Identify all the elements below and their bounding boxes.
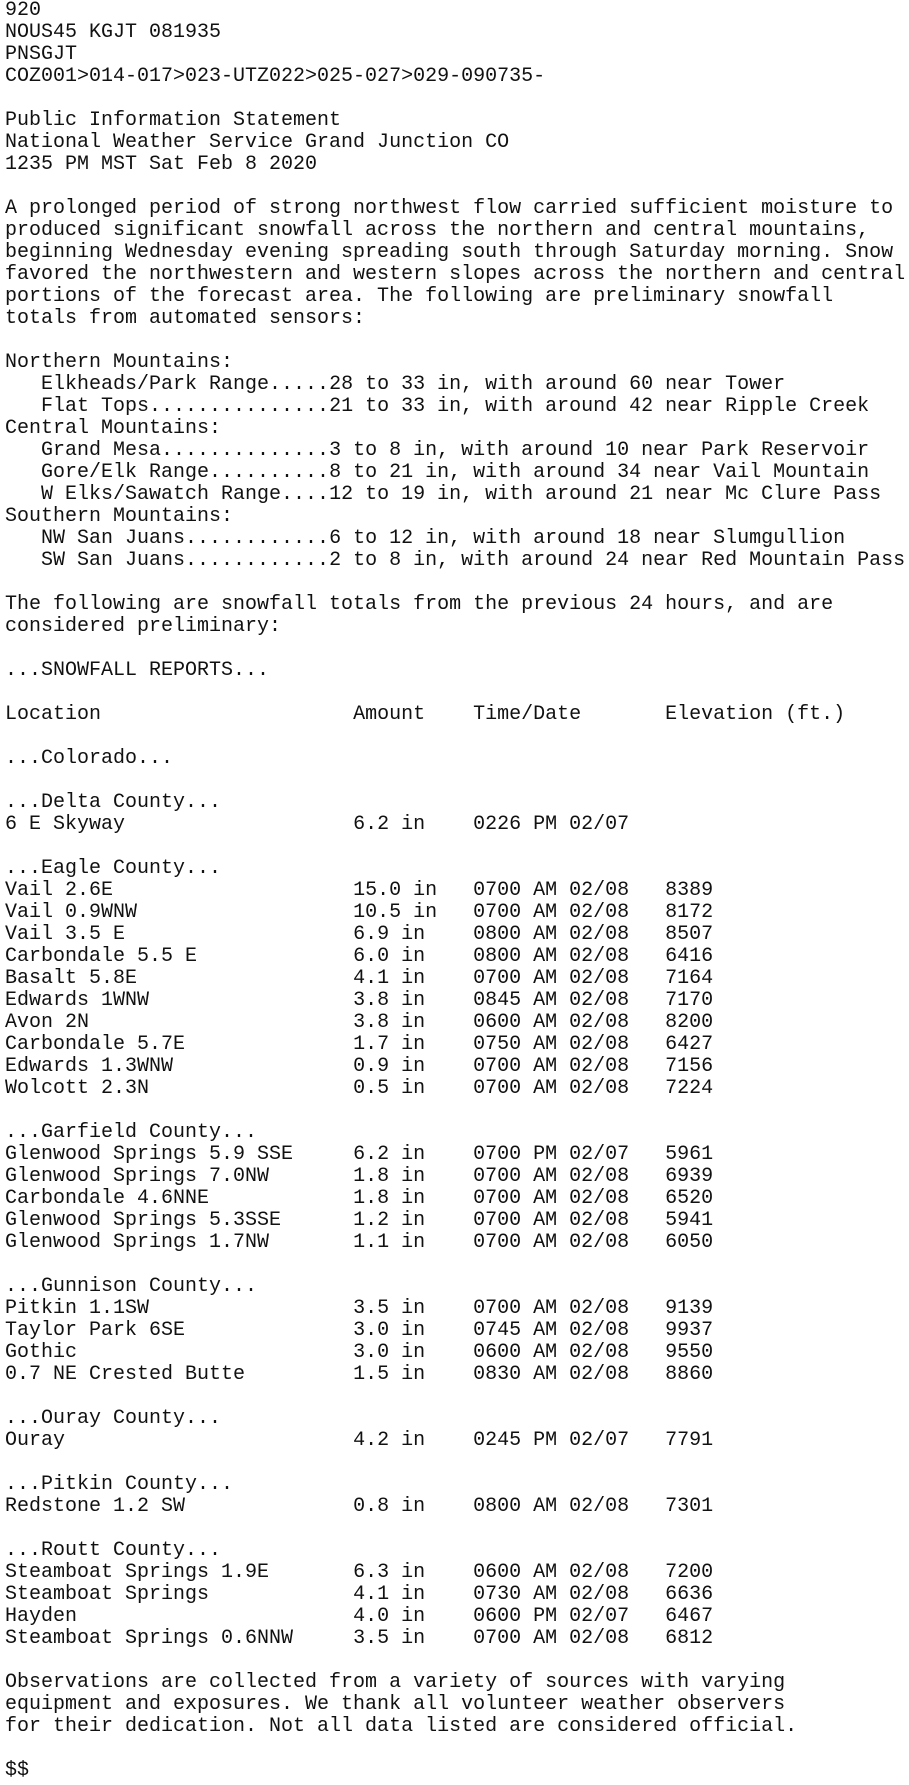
county-heading: ...Gunnison County... <box>5 1275 258 1298</box>
ugc-line: COZ001>014-017>023-UTZ022>025-027>029-090735- <box>5 65 546 88</box>
time-cell: 0600 AM 02/08 <box>473 1341 666 1364</box>
footer-line: for their dedication. Not all data listed are considered official. <box>5 1715 798 1738</box>
table-row <box>5 1144 909 1166</box>
amount-cell: 6.3 in <box>353 1561 474 1584</box>
blank-line <box>5 572 909 594</box>
issuing-office: National Weather Service Grand Junction CO <box>5 131 510 154</box>
county-heading: ...Ouray County... <box>5 1407 222 1430</box>
elevation-cell: 8860 <box>665 1363 714 1386</box>
elevation-cell: 6416 <box>665 945 714 968</box>
range-text: W Elks/Sawatch Range....12 to 19 in, with around 21 near Mc Clure Pass <box>41 483 882 506</box>
amount-cell: 1.7 in <box>353 1033 474 1056</box>
amount-cell: 10.5 in <box>353 901 474 924</box>
elevation-cell: 7791 <box>665 1429 714 1452</box>
range-line <box>5 396 909 418</box>
time-cell: 0750 AM 02/08 <box>473 1033 666 1056</box>
time-cell: 0800 AM 02/08 <box>473 923 666 946</box>
county-heading: ...Pitkin County... <box>5 1473 234 1496</box>
intro-line: A prolonged period of strong northwest flow carried sufficient moisture to <box>5 197 894 220</box>
table-row <box>5 902 909 924</box>
location-cell: Carbondale 4.6NNE <box>5 1187 354 1210</box>
elevation-cell: 7170 <box>665 989 714 1012</box>
elevation-cell: 7200 <box>665 1561 714 1584</box>
table-row <box>5 1584 909 1606</box>
amount-cell: 3.5 in <box>353 1627 474 1650</box>
time-cell: 0730 AM 02/08 <box>473 1583 666 1606</box>
elevation-cell: 9550 <box>665 1341 714 1364</box>
range-line <box>5 550 909 572</box>
amount-column-header: Amount <box>353 703 474 726</box>
state-heading: ...Colorado... <box>5 747 174 770</box>
time-cell: 0830 AM 02/08 <box>473 1363 666 1386</box>
table-row <box>5 1034 909 1056</box>
region-heading: Northern Mountains: <box>5 351 234 374</box>
location-cell: Vail 2.6E <box>5 879 354 902</box>
amount-cell: 6.2 in <box>353 813 474 836</box>
county-heading: ...Garfield County... <box>5 1121 258 1144</box>
time-cell: 0700 AM 02/08 <box>473 1165 666 1188</box>
elevation-cell: 6520 <box>665 1187 714 1210</box>
amount-cell: 3.0 in <box>353 1319 474 1342</box>
table-row <box>5 924 909 946</box>
amount-cell: 4.2 in <box>353 1429 474 1452</box>
location-cell: 6 E Skyway <box>5 813 354 836</box>
time-cell: 0800 AM 02/08 <box>473 1495 666 1518</box>
footer-line: Observations are collected from a variety of sources with varying <box>5 1671 786 1694</box>
county-heading: ...Delta County... <box>5 791 222 814</box>
location-cell: Edwards 1.3WNW <box>5 1055 354 1078</box>
time-cell: 0700 AM 02/08 <box>473 1627 666 1650</box>
time-cell: 0245 PM 02/07 <box>473 1429 666 1452</box>
location-cell: Basalt 5.8E <box>5 967 354 990</box>
range-text: SW San Juans............2 to 8 in, with around 24 near Red Mountain Pass <box>41 549 906 572</box>
blank-line <box>5 330 909 352</box>
table-row <box>5 1320 909 1342</box>
blank-line <box>5 836 909 858</box>
intro-line: produced significant snowfall across the northern and central mountains, <box>5 219 870 242</box>
location-cell: Vail 3.5 E <box>5 923 354 946</box>
location-cell: Glenwood Springs 1.7NW <box>5 1231 354 1254</box>
table-row <box>5 880 909 902</box>
location-cell: Glenwood Springs 5.3SSE <box>5 1209 354 1232</box>
amount-cell: 3.8 in <box>353 989 474 1012</box>
blank-line <box>5 176 909 198</box>
table-row <box>5 814 909 836</box>
location-cell: Steamboat Springs <box>5 1583 354 1606</box>
amount-cell: 0.9 in <box>353 1055 474 1078</box>
elevation-cell: 8389 <box>665 879 714 902</box>
region-heading: Southern Mountains: <box>5 505 234 528</box>
preliminary-line: considered preliminary: <box>5 615 282 638</box>
location-cell: Gothic <box>5 1341 354 1364</box>
intro-line: beginning Wednesday evening spreading south through Saturday morning. Snow <box>5 241 894 264</box>
range-text: Grand Mesa..............3 to 8 in, with around 10 near Park Reservoir <box>41 439 870 462</box>
location-cell: Taylor Park 6SE <box>5 1319 354 1342</box>
preliminary-line: The following are snowfall totals from the previous 24 hours, and are <box>5 593 834 616</box>
amount-cell: 1.8 in <box>353 1187 474 1210</box>
range-text: NW San Juans............6 to 12 in, with around 18 near Slumgullion <box>41 527 846 550</box>
location-cell: Glenwood Springs 7.0NW <box>5 1165 354 1188</box>
range-line <box>5 484 909 506</box>
time-cell: 0700 PM 02/07 <box>473 1143 666 1166</box>
time-column-header: Time/Date <box>473 703 666 726</box>
table-row <box>5 1606 909 1628</box>
elevation-cell: 9139 <box>665 1297 714 1320</box>
elevation-cell: 5961 <box>665 1143 714 1166</box>
range-line <box>5 528 909 550</box>
amount-cell: 0.5 in <box>353 1077 474 1100</box>
elevation-cell: 8200 <box>665 1011 714 1034</box>
amount-cell: 0.8 in <box>353 1495 474 1518</box>
table-row <box>5 1232 909 1254</box>
time-cell: 0700 AM 02/08 <box>473 901 666 924</box>
end-marker: $$ <box>5 1759 30 1782</box>
time-cell: 0600 PM 02/07 <box>473 1605 666 1628</box>
elevation-cell: 8507 <box>665 923 714 946</box>
time-cell: 0700 AM 02/08 <box>473 1055 666 1078</box>
elevation-cell: 9937 <box>665 1319 714 1342</box>
amount-cell: 3.0 in <box>353 1341 474 1364</box>
table-row <box>5 1166 909 1188</box>
blank-line <box>5 1452 909 1474</box>
intro-line: totals from automated sensors: <box>5 307 366 330</box>
location-cell: 0.7 NE Crested Butte <box>5 1363 354 1386</box>
elevation-cell: 7224 <box>665 1077 714 1100</box>
amount-cell: 3.8 in <box>353 1011 474 1034</box>
location-cell: Wolcott 2.3N <box>5 1077 354 1100</box>
county-heading: ...Routt County... <box>5 1539 222 1562</box>
elevation-cell: 6636 <box>665 1583 714 1606</box>
time-cell: 0600 AM 02/08 <box>473 1561 666 1584</box>
range-line <box>5 374 909 396</box>
table-row <box>5 1210 909 1232</box>
product-number: 920 <box>5 0 42 22</box>
amount-cell: 3.5 in <box>353 1297 474 1320</box>
blank-line <box>5 638 909 660</box>
amount-cell: 4.1 in <box>353 1583 474 1606</box>
elevation-cell: 5941 <box>665 1209 714 1232</box>
amount-cell: 1.5 in <box>353 1363 474 1386</box>
range-text: Elkheads/Park Range.....28 to 33 in, with around 60 near Tower <box>41 373 786 396</box>
location-cell: Glenwood Springs 5.9 SSE <box>5 1143 354 1166</box>
elevation-cell: 6812 <box>665 1627 714 1650</box>
location-column-header: Location <box>5 703 354 726</box>
elevation-cell: 7156 <box>665 1055 714 1078</box>
range-text: Gore/Elk Range..........8 to 21 in, with around 34 near Vail Mountain <box>41 461 870 484</box>
amount-cell: 15.0 in <box>353 879 474 902</box>
table-row <box>5 1364 909 1386</box>
amount-cell: 4.0 in <box>353 1605 474 1628</box>
blank-line <box>5 1650 909 1672</box>
blank-line <box>5 1518 909 1540</box>
elevation-cell: 6427 <box>665 1033 714 1056</box>
table-row <box>5 968 909 990</box>
range-line <box>5 440 909 462</box>
time-cell: 0700 AM 02/08 <box>473 1209 666 1232</box>
amount-cell: 6.9 in <box>353 923 474 946</box>
location-cell: Vail 0.9WNW <box>5 901 354 924</box>
blank-line <box>5 88 909 110</box>
time-cell: 0700 AM 02/08 <box>473 879 666 902</box>
region-heading: Central Mountains: <box>5 417 222 440</box>
table-row <box>5 1056 909 1078</box>
table-row <box>5 1012 909 1034</box>
table-header-row <box>5 704 909 726</box>
table-row <box>5 1628 909 1650</box>
time-cell: 0700 AM 02/08 <box>473 967 666 990</box>
elevation-cell: 8172 <box>665 901 714 924</box>
blank-line <box>5 1100 909 1122</box>
statement-title: Public Information Statement <box>5 109 342 132</box>
table-row <box>5 1298 909 1320</box>
table-row <box>5 990 909 1012</box>
elevation-cell: 6939 <box>665 1165 714 1188</box>
table-row <box>5 1430 909 1452</box>
time-cell: 0700 AM 02/08 <box>473 1231 666 1254</box>
amount-cell: 4.1 in <box>353 967 474 990</box>
county-heading: ...Eagle County... <box>5 857 222 880</box>
blank-line <box>5 1386 909 1408</box>
location-cell: Redstone 1.2 SW <box>5 1495 354 1518</box>
location-cell: Carbondale 5.5 E <box>5 945 354 968</box>
table-row <box>5 1562 909 1584</box>
time-cell: 0700 AM 02/08 <box>473 1297 666 1320</box>
blank-line <box>5 1738 909 1760</box>
time-cell: 0226 PM 02/07 <box>473 813 666 836</box>
range-text: Flat Tops...............21 to 33 in, with around 42 near Ripple Creek <box>41 395 870 418</box>
elevation-cell: 6467 <box>665 1605 714 1628</box>
time-cell: 0800 AM 02/08 <box>473 945 666 968</box>
amount-cell: 6.0 in <box>353 945 474 968</box>
intro-line: favored the northwestern and western slopes across the northern and central <box>5 263 906 286</box>
table-row <box>5 1078 909 1100</box>
location-cell: Ouray <box>5 1429 354 1452</box>
elevation-column-header: Elevation (ft.) <box>665 703 846 726</box>
amount-cell: 1.8 in <box>353 1165 474 1188</box>
elevation-cell: 7301 <box>665 1495 714 1518</box>
amount-cell: 1.2 in <box>353 1209 474 1232</box>
amount-cell: 1.1 in <box>353 1231 474 1254</box>
location-cell: Steamboat Springs 1.9E <box>5 1561 354 1584</box>
time-cell: 0700 AM 02/08 <box>473 1187 666 1210</box>
footer-line: equipment and exposures. We thank all volunteer weather observers <box>5 1693 786 1716</box>
time-cell: 0845 AM 02/08 <box>473 989 666 1012</box>
reports-heading: ...SNOWFALL REPORTS... <box>5 659 270 682</box>
wmo-header: NOUS45 KGJT 081935 <box>5 21 222 44</box>
blank-line <box>5 682 909 704</box>
elevation-cell: 7164 <box>665 967 714 990</box>
location-cell: Hayden <box>5 1605 354 1628</box>
location-cell: Avon 2N <box>5 1011 354 1034</box>
location-cell: Carbondale 5.7E <box>5 1033 354 1056</box>
snowfall-report-table <box>5 704 909 1650</box>
amount-cell: 6.2 in <box>353 1143 474 1166</box>
time-cell: 0745 AM 02/08 <box>473 1319 666 1342</box>
awips-id: PNSGJT <box>5 43 78 66</box>
blank-line <box>5 1254 909 1276</box>
location-cell: Steamboat Springs 0.6NNW <box>5 1627 354 1650</box>
intro-line: portions of the forecast area. The following are preliminary snowfall <box>5 285 834 308</box>
location-cell: Pitkin 1.1SW <box>5 1297 354 1320</box>
table-row <box>5 1342 909 1364</box>
table-row <box>5 946 909 968</box>
range-line <box>5 462 909 484</box>
time-cell: 0700 AM 02/08 <box>473 1077 666 1100</box>
time-cell: 0600 AM 02/08 <box>473 1011 666 1034</box>
elevation-cell: 6050 <box>665 1231 714 1254</box>
table-row <box>5 1188 909 1210</box>
blank-line <box>5 726 909 748</box>
issue-time: 1235 PM MST Sat Feb 8 2020 <box>5 153 318 176</box>
location-cell: Edwards 1WNW <box>5 989 354 1012</box>
blank-line <box>5 770 909 792</box>
table-row <box>5 1496 909 1518</box>
